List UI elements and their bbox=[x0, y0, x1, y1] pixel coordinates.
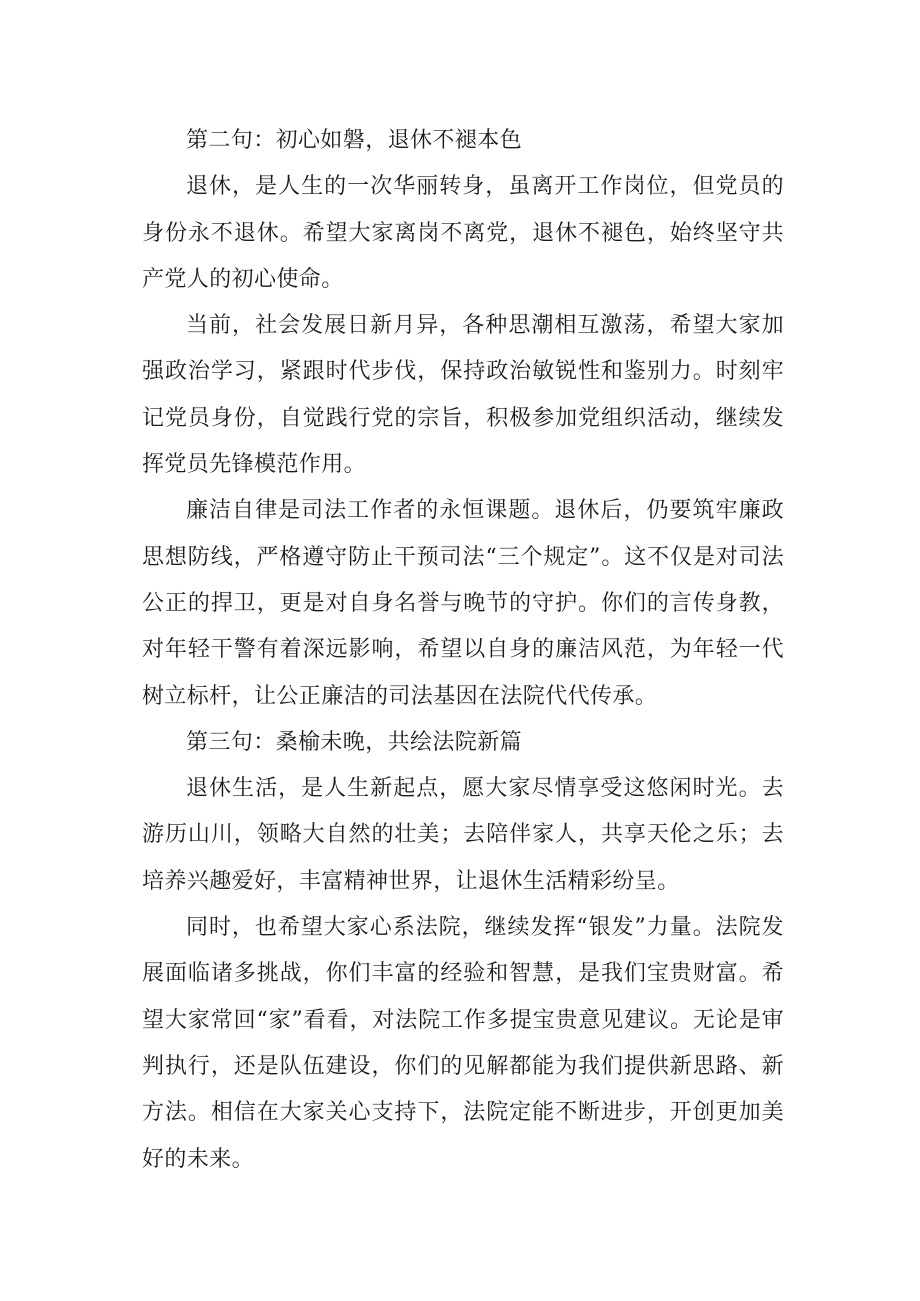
document-body bbox=[142, 118, 784, 1183]
paragraph-integrity: 廉洁自律是司法工作者的永恒课题。退休后，仍要筑牢廉政思想防线，严格遵守防止干预司法“三个规定”。这不仅是对司法公正的捍卫，更是对自身名誉与晚节的守护。你们的言传身教，对年轻干警有着深远影响，希望以自身的廉洁风范，为年轻一代树立标杆，让公正廉洁的司法基因在法院代代传承。 bbox=[142, 498, 784, 709]
section-heading-3: 第三句：桑榆未晚，共绘法院新篇 bbox=[186, 729, 523, 755]
paragraph-political-study: 当前，社会发展日新月异，各种思潮相互激荡，希望大家加强政治学习，紧跟时代步伐，保持政治敏锐性和鉴别力。时刻牢记党员身份，自觉践行党的宗旨，积极参加党组织活动，继续发挥党员先锋模范作用。 bbox=[142, 313, 784, 478]
paragraph-retirement-identity: 退休，是人生的一次华丽转身，虽离开工作岗位，但党员的身份永不退休。希望大家离岗不离党，退休不褪色，始终坚守共产党人的初心使命。 bbox=[142, 174, 784, 292]
paragraph-retirement-life: 退休生活，是人生新起点，愿大家尽情享受这悠闲时光。去游历山川，领略大自然的壮美；去陪伴家人，共享天伦之乐；去培养兴趣爱好，丰富精神世界，让退休生活精彩纷呈。 bbox=[142, 776, 784, 894]
paragraph-court-support: 同时，也希望大家心系法院，继续发挥“银发”力量。法院发展面临诸多挑战，你们丰富的经验和智慧，是我们宝贵财富。希望大家常回“家”看看，对法院工作多提宝贵意见建议。无论是审判执行，还是队伍建设，你们的见解都能为我们提供新思路、新方法。相信在大家关心支持下，法院定能不断进步，开创更加美好的未来。 bbox=[142, 915, 784, 1172]
section-heading-2: 第二句：初心如磐，退休不褪本色 bbox=[186, 128, 523, 153]
